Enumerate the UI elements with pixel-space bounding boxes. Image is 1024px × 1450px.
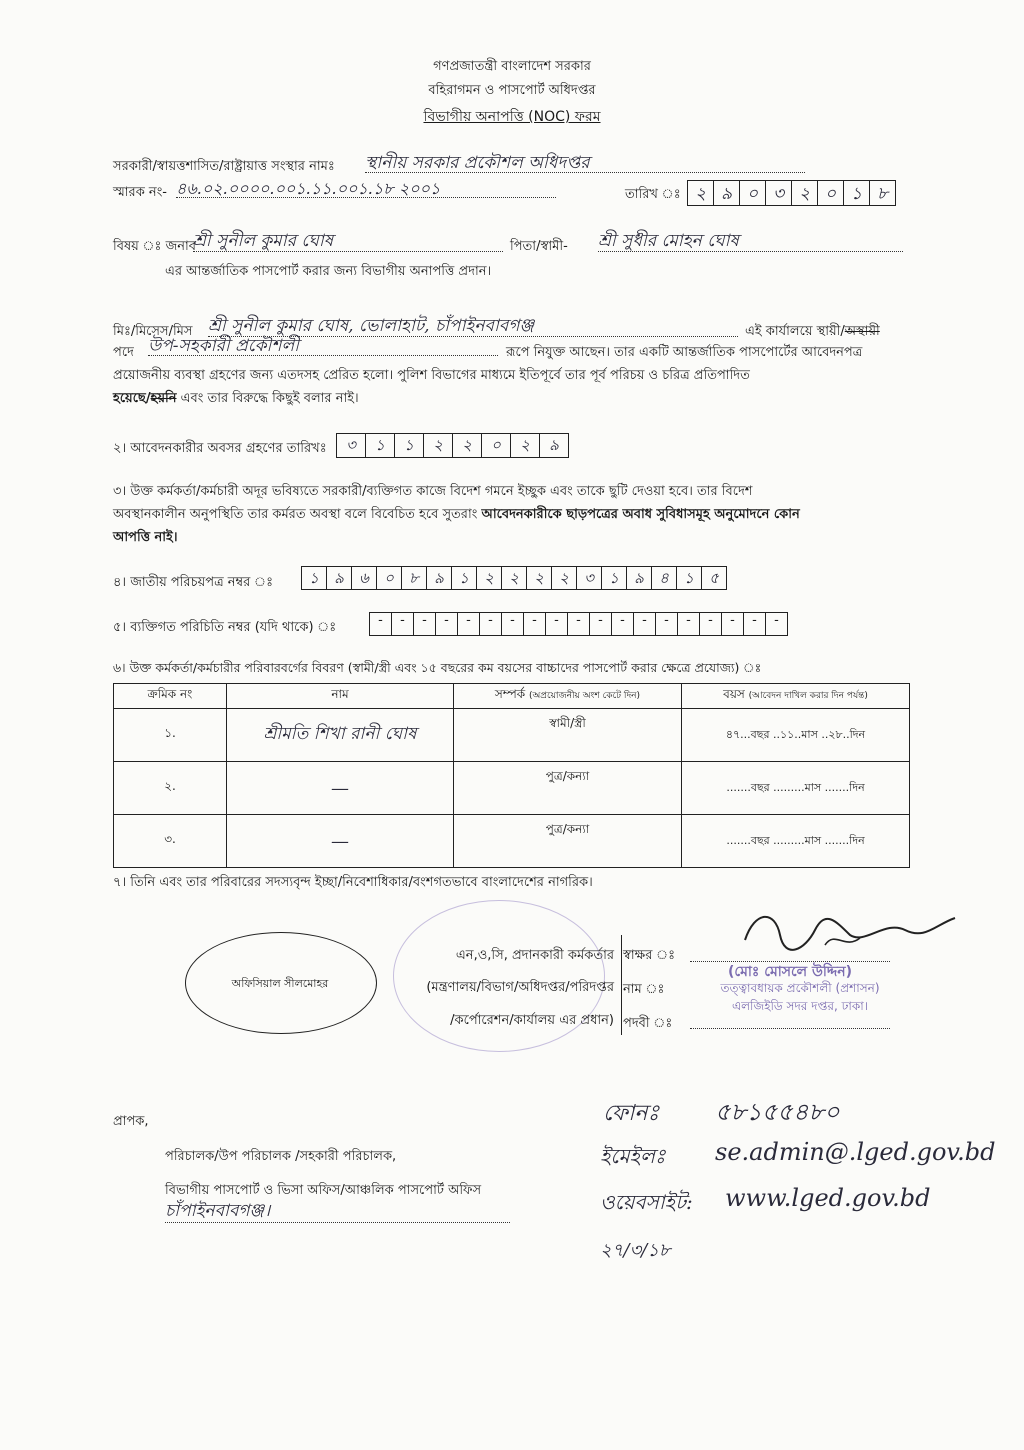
office-status [745,322,880,343]
pid-label: ৫। ব্যক্তিগত পরিচিতি নম্বর (যদি থাকে) ঃ [113,620,337,635]
office-status-text: এই কার্যালয়ে স্থায়ী/ [745,324,845,339]
row-age: .......বছর .........মাস .......দিন [682,815,910,868]
date-digit: ০ [818,180,844,206]
nid-boxes [301,566,727,590]
nid-digit: ৪ [652,566,677,590]
row-relation: পুত্র/কন্যা [454,815,682,868]
recipient-line2: বিভাগীয় পাসপোর্ট ও ভিসা অফিস/আঞ্চলিক পাসপোর্ট অফিস [165,1183,482,1198]
nid-digit: ২ [552,566,577,590]
phone-label: ফোনঃ [603,1101,660,1126]
nid-digit: ২ [527,566,552,590]
nid-digit: ১ [677,566,702,590]
header-relation-label: সম্পর্ক [494,687,526,701]
org-label: সরকারী/স্বায়ত্তশাসিত/রাষ্ট্রায়াত্ত সংস্থার নামঃ [113,159,335,174]
pid-cell: - [480,612,502,636]
family-table-header [114,684,910,709]
para1-line4 [113,389,359,410]
email-value: se.admin@.lged.gov.bd [715,1138,996,1166]
pid-cell: - [612,612,634,636]
family-label: ৬। উক্ত কর্মকর্তা/কর্মচারীর পরিবারবর্গের বিবরণ (স্বামী/স্ত্রী এবং ১৫ বছরের কম বয়সের বাচ্চাদের পাসপোর্ট করার ক্ষেত্রে প্রযোজ্য) ঃ [113,660,762,675]
date-digit: ০ [740,180,766,206]
header-relation [454,684,682,709]
done-bold: হয়েছে/ [113,391,151,406]
memo-date-boxes [687,180,896,206]
subject-line2: এর আন্তর্জাতিক পাসপোর্ট করার জন্য বিভাগীয় অনাপত্তি প্রদান। [165,264,492,279]
item3-line2 [113,505,800,526]
signature-label: স্বাক্ষর ঃ [623,948,676,963]
item3-line2-text: অবস্থানকালীন অনুপস্থিতি তার কর্মরত অবস্থা বলে বিবেচিত হবে সুতরাং [113,507,478,522]
pid-cell: - [369,612,392,636]
table-row [114,762,910,815]
memo-label: স্মারক নং- [113,185,167,200]
row-age: .......বছর .........মাস .......দিন [682,762,910,815]
row-age: ৪৭...বছর ..১১..মাস ..২৮..দিন [682,709,910,762]
initial-date: ২৭/৩/১৮ [600,1240,671,1261]
retire-digit: ০ [482,433,511,458]
item3-line3: আপত্তি নাই। [113,530,178,545]
phone-value: ৫৮১৫৫৪৮০ [715,1098,840,1126]
nid-digit: ১ [301,566,327,590]
not-done-struck: হয়নি [150,391,177,406]
applicant-address: শ্রী সুনীল কুমার ঘোষ, ভোলাহাট, চাঁপাইনবাবগঞ্জ [208,313,738,337]
father-label: পিতা/স্বামী- [510,239,568,254]
designation-label: পদবী ঃ [623,1016,673,1031]
item3-line2-bold: আবেদনকারীকে ছাড়পত্রের অবাধ সুবিধাসমূহ অনুমোদনে কোন [481,507,800,522]
dept-title: বহিরাগমন ও পাসপোর্ট অধিদপ্তর [428,83,596,98]
stamp-office: এলজিইডি সদর দপ্তর, ঢাকা। [731,999,869,1013]
header-age [682,684,910,709]
row-name: শ্রীমতি শিখা রানী ঘোষ [227,709,454,762]
noc-officer-line1: এন,ও,সি, প্রদানকারী কর্মকর্তার [455,948,614,963]
retire-digit: ১ [366,433,395,458]
header-age-note: (আবেদন দাখিল করার দিন পর্যন্ত) [748,691,868,701]
header-serial: ক্রমিক নং [114,684,227,709]
date-digit: ১ [844,180,870,206]
item3-line1: ৩। উক্ত কর্মকর্তা/কর্মচারী অদূর ভবিষ্যতে সরকারী/ব্যক্তিগত কাজে বিদেশ গমনে ইচ্ছুক এবং তাকে ছুটি দেওয়া হবে। তার বিদেশ [113,484,753,499]
honorific-label: মিঃ/মিসেস/মিস [113,324,193,339]
nid-digit: ৮ [402,566,427,590]
noc-officer-line2: (মন্ত্রণালয়/বিভাগ/অধিদপ্তর/পরিদপ্তর [426,980,614,995]
retire-digit: ৩ [336,433,366,458]
nid-digit: ৬ [352,566,377,590]
pid-cell: - [700,612,722,636]
recipient-label: প্রাপক, [113,1114,149,1129]
retire-digit: ২ [424,433,453,458]
header-name: নাম [227,684,454,709]
pid-cell: - [722,612,744,636]
row-serial: ৩. [114,815,227,868]
applicant-name: শ্রী সুনীল কুমার ঘোষ [193,228,503,252]
retirement-date-boxes [336,433,569,458]
date-digit: ৩ [766,180,792,206]
temporary-struck: অস্থায়ী [844,324,880,339]
header-age-label: বয়স [723,687,745,701]
website-value: www.lged.gov.bd [725,1184,931,1212]
retire-digit: ১ [395,433,424,458]
nid-digit: ১ [452,566,477,590]
pid-cell: - [568,612,590,636]
row-serial: ১. [114,709,227,762]
pid-cell: - [656,612,678,636]
gov-title: গণপ্রজাতন্ত্রী বাংলাদেশ সরকার [433,59,591,74]
citizenship-line: ৭। তিনি এবং তার পরিবারের সদস্যবৃন্দ ইচ্ছা/নিবেশাধিকার/বংশগতভাবে বাংলাদেশের নাগরিক। [113,875,593,890]
pid-cell: - [436,612,458,636]
pid-cell: - [524,612,546,636]
stamp-name: (মোঃ মোসলে উদ্দিন) [728,964,852,980]
subject-label: বিষয় ঃ জনাব [113,239,197,254]
name-label: নাম ঃ [623,982,665,997]
date-digit: ২ [687,180,714,206]
nid-digit: ৯ [327,566,352,590]
pid-cell: - [590,612,612,636]
form-title: বিভাগীয় অনাপত্তি (NOC) ফরম [423,109,601,125]
signature-scribble [735,900,965,960]
nid-digit: ০ [377,566,402,590]
table-row [114,709,910,762]
retire-digit: ৯ [540,433,569,458]
date-digit: ২ [792,180,818,206]
para1-line3: প্রয়োজনীয় ব্যবস্থা গ্রহণের জন্য এতদসহ প্রেরিত হলো। পুলিশ বিভাগের মাধ্যমে ইতিপূর্বে তার পূর্ব পরিচয় ও চরিত্র প্রতিপাদিত [113,368,750,383]
pid-cell: - [414,612,436,636]
pid-cell: - [678,612,700,636]
stamp-post: তত্ত্বাবধায়ক প্রকৌশলী (প্রশাসন) [720,981,880,995]
para1-line4-text: এবং তার বিরুদ্ধে কিছুই বলার নাই। [180,391,359,406]
row-name: — [227,762,454,815]
noc-officer-line3: /কর্পোরেশন/কার্যালয় এর প্রধান) [450,1013,614,1028]
header-relation-note: (অপ্রয়োজনীয় অংশ কেটে দিন) [528,691,641,701]
nid-digit: ৫ [702,566,727,590]
pid-cell: - [392,612,414,636]
pid-cell: - [546,612,568,636]
nid-digit: ৩ [577,566,602,590]
pid-cell: - [458,612,480,636]
website-label: ওয়েবসাইট: [600,1190,693,1214]
para1-line2: রূপে নিযুক্ত আছেন। তার একটি আন্তর্জাতিক পাসপোর্টের আবেদনপত্র [506,345,863,360]
row-serial: ২. [114,762,227,815]
nid-digit: ২ [477,566,502,590]
nid-digit: ৯ [627,566,652,590]
recipient-line1: পরিচালক/উপ পরিচালক /সহকারী পরিচালক, [165,1149,397,1164]
post-value: উপ-সহকারী প্রকৌশলী [148,333,498,356]
pid-cell: - [744,612,766,636]
nid-digit: ৯ [427,566,452,590]
org-name: স্থানীয় সরকার প্রকৌশল অধিদপ্তর [365,150,805,173]
retire-digit: ২ [453,433,482,458]
pid-cell: - [634,612,656,636]
row-name: — [227,815,454,868]
row-relation: পুত্র/কন্যা [454,762,682,815]
pid-boxes [369,612,788,636]
father-name: শ্রী সুধীর মোহন ঘোষ [598,228,903,252]
seal-divider [621,935,622,1035]
nid-digit: ২ [502,566,527,590]
retire-digit: ২ [511,433,540,458]
retirement-label: ২। আবেদনকারীর অবসর গ্রহণের তারিখঃ [113,441,327,456]
date-digit: ৮ [870,180,896,206]
memo-number: ৪৬.০২.০০০০.০০১.১১.০০১.১৮ ২০০১ [176,176,556,198]
date-digit: ৯ [714,180,740,206]
recipient-place: চাঁপাইনবাবগঞ্জ। [165,1198,510,1223]
nid-digit: ১ [602,566,627,590]
table-row [114,815,910,868]
row-relation: স্বামী/স্ত্রী [454,709,682,762]
official-seal-label: অফিসিয়াল সীলমোহর [231,977,329,990]
email-label: ইমেইলঃ [600,1144,666,1168]
pid-cell: - [766,612,788,636]
nid-label: ৪। জাতীয় পরিচয়পত্র নম্বর ঃ [113,575,274,590]
post-label: পদে [113,345,134,360]
pid-cell: - [502,612,524,636]
family-table [113,683,910,868]
date-label: তারিখ ঃ [625,187,681,202]
